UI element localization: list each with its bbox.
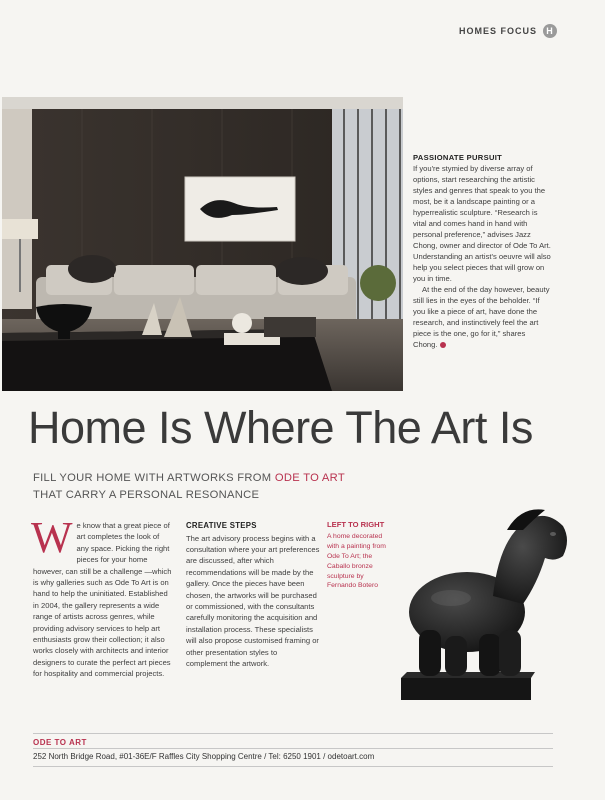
photo-caption xyxy=(327,520,389,591)
footer-address: 252 North Bridge Road, #01-36E/F Raffles City Shopping Centre / Tel: 6250 1901 / odetoart.com xyxy=(33,752,375,761)
deck-brand: ODE TO ART xyxy=(274,472,345,484)
sidebar-paragraph-2 xyxy=(413,284,551,350)
article-body-1: e know that a great piece of art completes the look of any space. Picking the right pieces for your home however, can still be a challenge —which is why galleries such as Ode To Art is on hand to help the uninitiated. Established in 2004, the gallery represents a wide range of artists across genres, while providing advisory services to help art enthusiasts grow their collection; it also works closely with architects and interior designers to curate the perfect art pieces for hospitality and commercial projects. xyxy=(33,521,172,679)
end-mark-icon xyxy=(440,342,446,348)
deck xyxy=(33,470,433,504)
dropcap: W xyxy=(31,513,73,562)
page-title: Home Is Where The Art Is xyxy=(28,402,533,453)
footer-divider-middle xyxy=(33,748,553,749)
living-room-photo xyxy=(2,97,403,391)
footer-brand: ODE TO ART xyxy=(33,738,87,747)
sidebar-passionate-pursuit xyxy=(413,152,551,350)
caption-heading: LEFT TO RIGHT xyxy=(327,520,385,529)
sidebar-heading: PASSIONATE PURSUIT xyxy=(413,153,503,162)
deck-part-2: THAT CARRY A PERSONAL RESONANCE xyxy=(33,488,260,501)
horse-sculpture-image xyxy=(395,500,580,710)
article-column-2 xyxy=(186,520,320,669)
article-body-2: The art advisory process begins with a consultation where your art preferences are discussed, after which recommendations will be made by the gallery. Once the pieces have been chosen, the artworks will be purchased or commissioned, with the consultants carefully monitoring the acquisition and installation process. These specialists will also propose customised framing or other presentation styles to complement the artwork. xyxy=(186,533,320,668)
deck-part-1: FILL YOUR HOME WITH ARTWORKS FROM xyxy=(33,472,275,484)
article-column-1 xyxy=(31,513,173,679)
section-header xyxy=(459,24,557,38)
footer-divider-top xyxy=(33,733,553,734)
section-heading: CREATIVE STEPS xyxy=(186,521,257,530)
footer-divider-bottom xyxy=(33,766,553,767)
caption-text: A home decorated with a painting from Ode To Art; the Caballo bronze sculpture by Fernando Botero xyxy=(327,533,386,590)
section-label: HOMES FOCUS xyxy=(458,26,537,36)
sidebar-paragraph-1: If you're stymied by diverse array of options, start researching the artistic styles and genres that speak to you the most, be it a landscape painting or a hyperrealistic sculpture. “Research is vital and comes hand in hand with personal preference,” advises Jazz Chong, owner and director of Ode To Art. Understanding an artist's oeuvre will also help you select pieces that will grow on you in time. xyxy=(413,164,551,283)
section-badge-icon: H xyxy=(543,24,557,38)
sidebar-paragraph-2-text: At the end of the day however, beauty still lies in the eyes of the beholder. “If you like a piece of art, have done the research, and instinctively feel the art piece is the one, go for it,” shares Chong. xyxy=(413,285,550,349)
